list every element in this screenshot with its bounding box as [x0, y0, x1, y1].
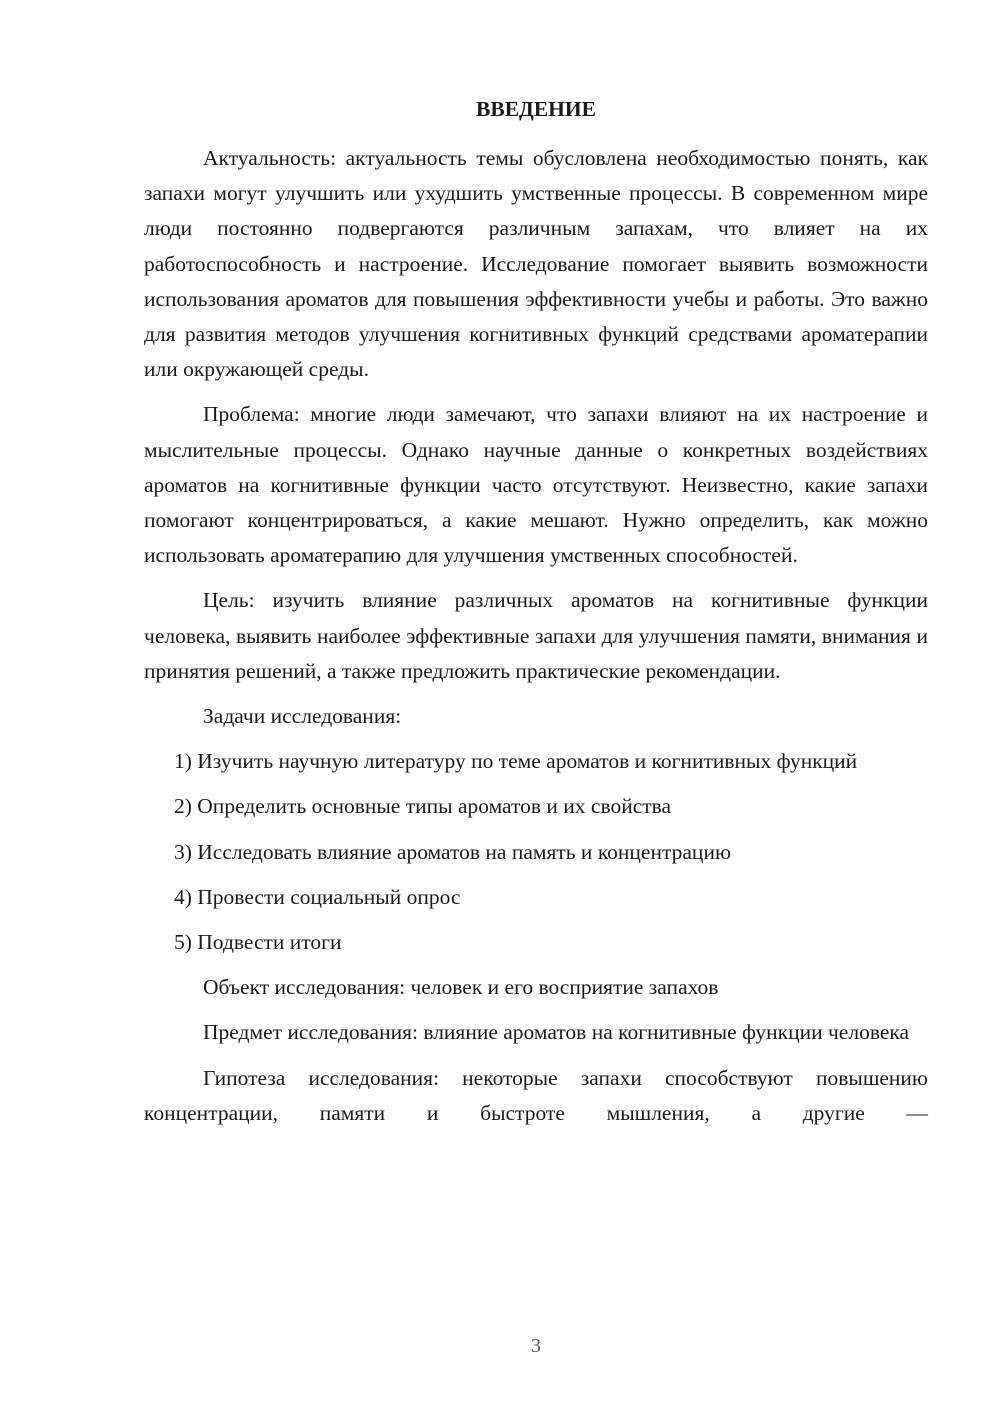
task-item-3: 3) Исследовать влияние ароматов на память и концентрацию — [174, 839, 732, 864]
task-item-1: 1) Изучить научную литературу по теме ароматов и когнитивных функций — [174, 749, 858, 774]
task-item-2: 2) Определить основные типы ароматов и их свойства — [174, 794, 672, 819]
problem-paragraph: Проблема: многие люди замечают, что запахи влияют на их настроение и мыслительные процессы. Однако научные данные о конкретных воздействиях ароматов на когнитивные функции часто отсутствуют. Неизвестно, какие запахи помогают концентрироваться, а какие мешают. Нужно определить, как можно использовать ароматерапию для улучшения умственных способностей. — [144, 402, 928, 568]
goal-paragraph: Цель: изучить влияние различных ароматов на когнитивные функции человека, выявить наиболее эффективные запахи для улучшения памяти, внимания и принятия решений, а также предложить практические рекомендации. — [144, 588, 928, 683]
task-item-4: 4) Провести социальный опрос — [174, 884, 461, 909]
subject-paragraph: Предмет исследования: влияние ароматов на когнитивные функции человека — [203, 1020, 910, 1045]
document-page — [144, 94, 928, 1131]
tasks-heading: Задачи исследования: — [203, 704, 402, 729]
hypothesis-paragraph: Гипотеза исследования: некоторые запахи способствуют повышению концентрации, памяти и быстроте мышления, а другие — — [144, 1065, 928, 1125]
section-title: ВВЕДЕНИЕ — [476, 97, 596, 121]
page-number: 3 — [531, 1335, 541, 1357]
task-item-5: 5) Подвести итоги — [174, 930, 342, 955]
object-paragraph: Объект исследования: человек и его восприятие запахов — [203, 975, 719, 1000]
relevance-paragraph: Актуальность: актуальность темы обусловлена необходимостью понять, как запахи могут улучшить или ухудшить умственные процессы. В современном мире люди постоянно подвергаются различным запахам, что влияет на их работоспособность и настроение. Исследование помогает выявить возможности использования ароматов для повышения эффективности учебы и работы. Это важно для развития методов улучшения когнитивных функций средствами ароматерапии или окружающей среды. — [144, 146, 928, 382]
